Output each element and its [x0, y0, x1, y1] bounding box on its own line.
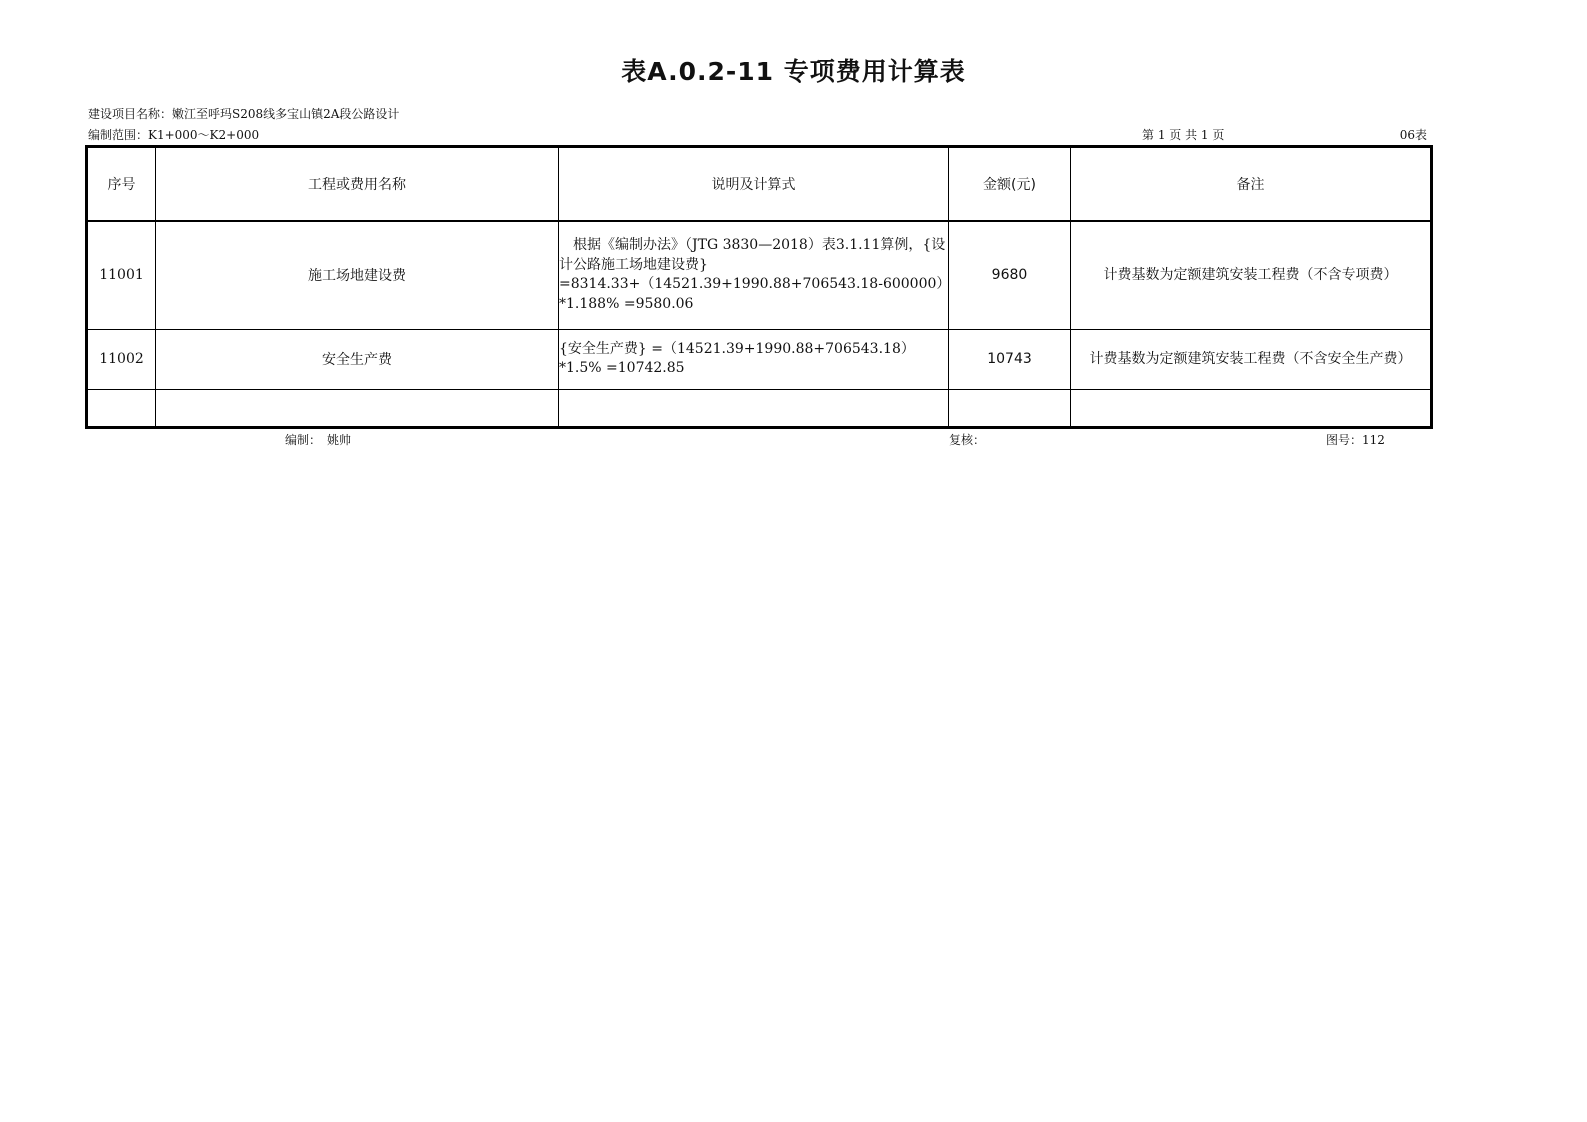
sheet-number: 06表 — [1399, 128, 1427, 142]
row-name: 施工场地建设费 — [156, 221, 559, 329]
compiler: 编制： 姚帅 — [285, 433, 352, 447]
row-desc: {安全生产费} =（14521.39+1990.88+706543.18）*1.5% =10742.85 — [559, 329, 949, 389]
cost-table — [85, 145, 1433, 429]
table-row — [87, 221, 1432, 329]
row-seq: 11001 — [87, 221, 156, 329]
empty-cell — [559, 389, 949, 427]
col-header-amount: 金额(元) — [949, 147, 1071, 222]
col-header-desc: 说明及计算式 — [559, 147, 949, 222]
page-indicator: 第 1 页 共 1 页 — [1142, 128, 1225, 142]
row-remark: 计费基数为定额建筑安装工程费（不含安全生产费） — [1071, 329, 1432, 389]
col-header-name: 工程或费用名称 — [156, 147, 559, 222]
row-remark: 计费基数为定额建筑安装工程费（不含专项费） — [1071, 221, 1432, 329]
empty-cell — [949, 389, 1071, 427]
reviewer: 复核： — [949, 433, 986, 447]
figure-number: 图号：112 — [1326, 433, 1385, 447]
table-row — [87, 329, 1432, 389]
table-header-row — [87, 147, 1432, 222]
row-amount: 9680 — [949, 221, 1071, 329]
row-name: 安全生产费 — [156, 329, 559, 389]
row-seq: 11002 — [87, 329, 156, 389]
project-name: 建设项目名称：嫩江至呼玛S208线多宝山镇2A段公路设计 — [88, 107, 400, 121]
empty-row — [87, 389, 1432, 427]
col-header-remark: 备注 — [1071, 147, 1432, 222]
col-header-seq: 序号 — [87, 147, 156, 222]
page-title: 表A.0.2-11 专项费用计算表 — [621, 57, 966, 86]
empty-cell — [87, 389, 156, 427]
compile-range: 编制范围：K1+000～K2+000 — [88, 128, 260, 142]
row-desc: 根据《编制办法》（JTG 3830—2018）表3.1.11算例，{设计公路施工场地建设费} =8314.33+（14521.39+1990.88+706543.18-600000）*1.188% =9580.06 — [559, 221, 949, 329]
row-amount: 10743 — [949, 329, 1071, 389]
empty-cell — [156, 389, 559, 427]
empty-cell — [1071, 389, 1432, 427]
